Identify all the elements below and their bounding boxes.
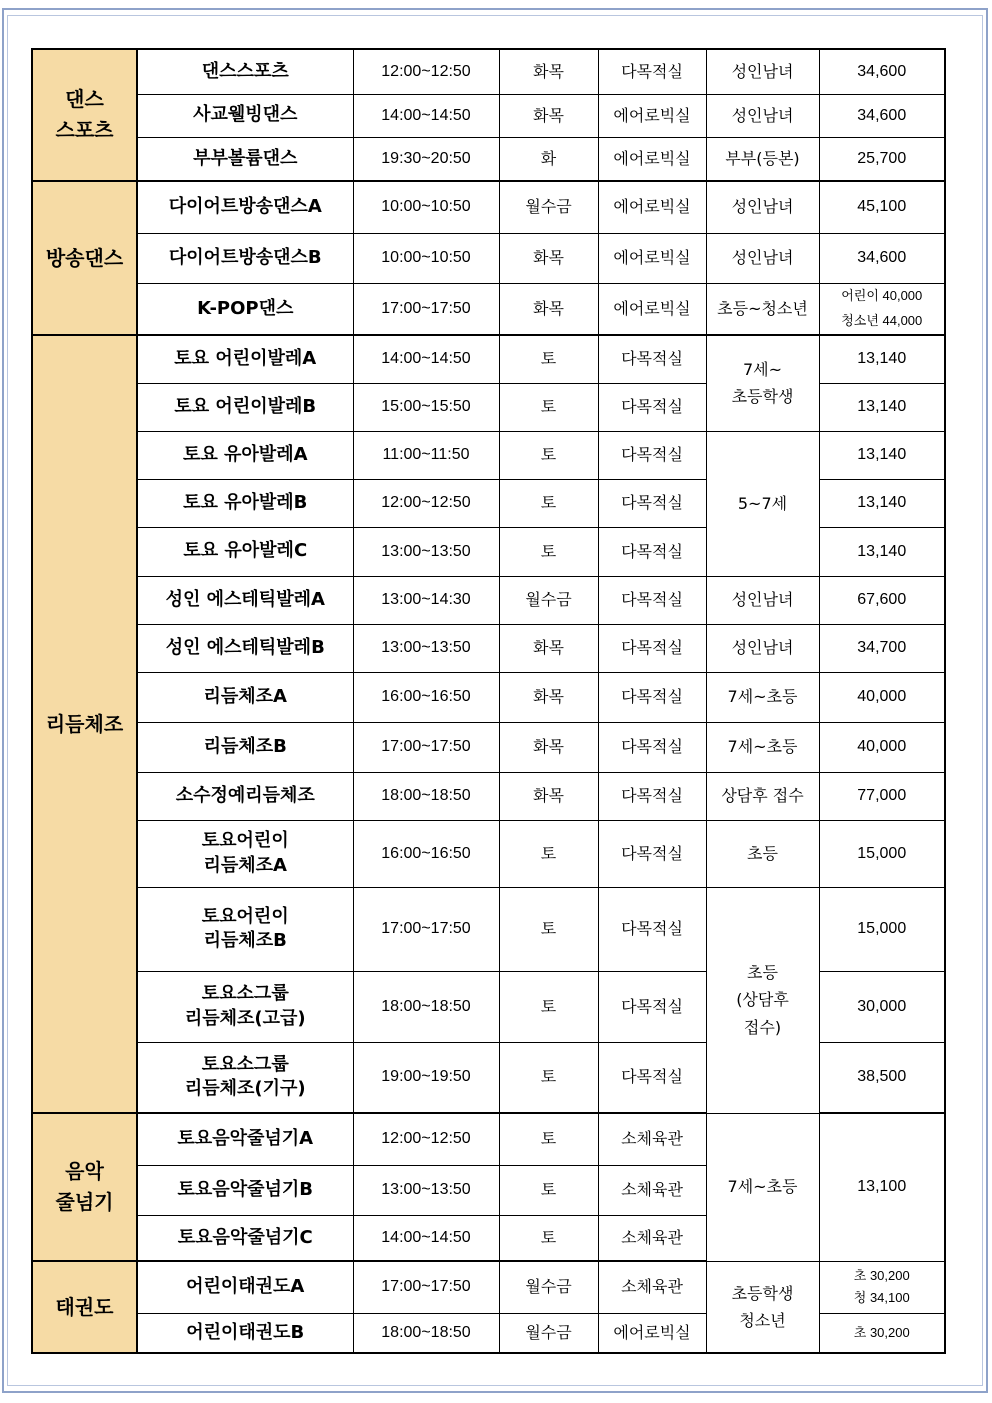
class-fee: 30,000 bbox=[819, 971, 945, 1042]
class-target: 초등 bbox=[706, 820, 819, 887]
class-target: 상담후 접수 bbox=[706, 772, 819, 820]
class-time: 14:00~14:50 bbox=[353, 1215, 499, 1261]
class-days: 토 bbox=[499, 971, 598, 1042]
class-days: 화목 bbox=[499, 283, 598, 335]
class-days: 화목 bbox=[499, 233, 598, 283]
class-days: 화목 bbox=[499, 49, 598, 94]
class-place: 에어로빅실 bbox=[598, 181, 706, 233]
class-days: 화목 bbox=[499, 772, 598, 820]
class-days: 토 bbox=[499, 1113, 598, 1165]
class-time: 13:00~13:50 bbox=[353, 527, 499, 576]
program-name: 토요 어린이발레B bbox=[137, 383, 353, 431]
class-target: 초등학생 청소년 bbox=[706, 1261, 819, 1353]
class-place: 다목적실 bbox=[598, 722, 706, 772]
class-target: 성인남녀 bbox=[706, 233, 819, 283]
category-dance-sports: 댄스 스포츠 bbox=[32, 49, 137, 181]
class-target: 7세~ 초등학생 bbox=[706, 335, 819, 431]
class-place: 다목적실 bbox=[598, 383, 706, 431]
class-days: 토 bbox=[499, 887, 598, 971]
class-days: 월수금 bbox=[499, 1313, 598, 1353]
class-time: 10:00~10:50 bbox=[353, 181, 499, 233]
class-fee: 77,000 bbox=[819, 772, 945, 820]
class-days: 토 bbox=[499, 820, 598, 887]
class-time: 18:00~18:50 bbox=[353, 1313, 499, 1353]
class-target: 성인남녀 bbox=[706, 49, 819, 94]
class-place: 다목적실 bbox=[598, 820, 706, 887]
class-fee bbox=[819, 1261, 945, 1313]
class-days: 월수금 bbox=[499, 1261, 598, 1313]
program-name: 어린이태권도B bbox=[137, 1313, 353, 1353]
class-days: 월수금 bbox=[499, 181, 598, 233]
class-fee: 34,600 bbox=[819, 94, 945, 137]
program-name: 토요소그룹 리듬체조(고급) bbox=[137, 971, 353, 1042]
class-fee: 13,140 bbox=[819, 335, 945, 383]
class-time: 19:00~19:50 bbox=[353, 1042, 499, 1113]
program-name: 성인 에스테틱발레A bbox=[137, 576, 353, 624]
class-target: 성인남녀 bbox=[706, 94, 819, 137]
class-fee: 67,600 bbox=[819, 576, 945, 624]
class-place: 에어로빅실 bbox=[598, 283, 706, 335]
class-fee: 13,140 bbox=[819, 383, 945, 431]
category-taekwondo: 태권도 bbox=[32, 1261, 137, 1353]
class-time: 17:00~17:50 bbox=[353, 887, 499, 971]
class-time: 14:00~14:50 bbox=[353, 335, 499, 383]
class-time: 13:00~13:50 bbox=[353, 1165, 499, 1215]
fee-elementary: 초 30,200 bbox=[853, 1267, 910, 1283]
class-fee: 13,140 bbox=[819, 431, 945, 479]
class-target: 5~7세 bbox=[706, 431, 819, 576]
program-name: 어린이태권도A bbox=[137, 1261, 353, 1313]
category-broadcast-dance: 방송댄스 bbox=[32, 181, 137, 335]
program-name: 부부볼륨댄스 bbox=[137, 137, 353, 181]
class-time: 10:00~10:50 bbox=[353, 233, 499, 283]
program-schedule-table bbox=[31, 48, 946, 1354]
category-rhythmic-gymnastics: 리듬체조 bbox=[32, 335, 137, 1113]
program-name: 토요 유아발레A bbox=[137, 431, 353, 479]
class-target: 성인남녀 bbox=[706, 624, 819, 672]
program-name: 토요 유아발레B bbox=[137, 479, 353, 527]
class-place: 소체육관 bbox=[598, 1215, 706, 1261]
class-place: 다목적실 bbox=[598, 672, 706, 722]
fee-child: 어린이 40,000 bbox=[841, 288, 923, 304]
class-time: 17:00~17:50 bbox=[353, 283, 499, 335]
class-fee: 45,100 bbox=[819, 181, 945, 233]
class-fee: 38,500 bbox=[819, 1042, 945, 1113]
class-place: 다목적실 bbox=[598, 624, 706, 672]
program-name: 리듬체조A bbox=[137, 672, 353, 722]
category-music-jump-rope: 음악 줄넘기 bbox=[32, 1113, 137, 1261]
program-name: 토요어린이 리듬체조B bbox=[137, 887, 353, 971]
class-days: 토 bbox=[499, 1215, 598, 1261]
class-time: 14:00~14:50 bbox=[353, 94, 499, 137]
class-time: 16:00~16:50 bbox=[353, 672, 499, 722]
class-days: 화목 bbox=[499, 94, 598, 137]
class-days: 화목 bbox=[499, 672, 598, 722]
class-place: 다목적실 bbox=[598, 576, 706, 624]
class-place: 다목적실 bbox=[598, 335, 706, 383]
class-time: 11:00~11:50 bbox=[353, 431, 499, 479]
class-days: 토 bbox=[499, 527, 598, 576]
program-name: 토요 어린이발레A bbox=[137, 335, 353, 383]
class-time: 17:00~17:50 bbox=[353, 1261, 499, 1313]
class-fee: 34,700 bbox=[819, 624, 945, 672]
class-days: 토 bbox=[499, 335, 598, 383]
class-fee: 34,600 bbox=[819, 49, 945, 94]
class-time: 18:00~18:50 bbox=[353, 772, 499, 820]
class-days: 토 bbox=[499, 383, 598, 431]
program-name: 토요음악줄넘기C bbox=[137, 1215, 353, 1261]
program-name: 성인 에스테틱발레B bbox=[137, 624, 353, 672]
class-place: 다목적실 bbox=[598, 1042, 706, 1113]
class-place: 다목적실 bbox=[598, 527, 706, 576]
class-place: 에어로빅실 bbox=[598, 94, 706, 137]
program-name: 소수정예리듬체조 bbox=[137, 772, 353, 820]
class-place: 다목적실 bbox=[598, 431, 706, 479]
class-time: 16:00~16:50 bbox=[353, 820, 499, 887]
class-days: 토 bbox=[499, 1165, 598, 1215]
class-time: 12:00~12:50 bbox=[353, 479, 499, 527]
program-name: K-POP댄스 bbox=[137, 283, 353, 335]
class-place: 다목적실 bbox=[598, 49, 706, 94]
class-time: 13:00~13:50 bbox=[353, 624, 499, 672]
class-days: 화 bbox=[499, 137, 598, 181]
program-name: 댄스스포츠 bbox=[137, 49, 353, 94]
class-fee: 15,000 bbox=[819, 820, 945, 887]
class-place: 다목적실 bbox=[598, 971, 706, 1042]
class-time: 12:00~12:50 bbox=[353, 49, 499, 94]
program-name: 다이어트방송댄스A bbox=[137, 181, 353, 233]
class-days: 토 bbox=[499, 479, 598, 527]
class-place: 다목적실 bbox=[598, 887, 706, 971]
program-name: 토요 유아발레C bbox=[137, 527, 353, 576]
class-days: 토 bbox=[499, 1042, 598, 1113]
class-days: 화목 bbox=[499, 722, 598, 772]
class-target: 초등~청소년 bbox=[706, 283, 819, 335]
class-fee: 25,700 bbox=[819, 137, 945, 181]
class-place: 다목적실 bbox=[598, 479, 706, 527]
program-name: 다이어트방송댄스B bbox=[137, 233, 353, 283]
class-time: 15:00~15:50 bbox=[353, 383, 499, 431]
class-place: 다목적실 bbox=[598, 772, 706, 820]
class-fee: 40,000 bbox=[819, 672, 945, 722]
class-fee: 15,000 bbox=[819, 887, 945, 971]
class-target: 부부(등본) bbox=[706, 137, 819, 181]
class-target: 7세~초등 bbox=[706, 672, 819, 722]
class-target: 초등 (상담후 접수) bbox=[706, 887, 819, 1113]
class-fee bbox=[819, 283, 945, 335]
class-fee: 34,600 bbox=[819, 233, 945, 283]
class-time: 13:00~14:30 bbox=[353, 576, 499, 624]
class-time: 17:00~17:50 bbox=[353, 722, 499, 772]
class-place: 에어로빅실 bbox=[598, 1313, 706, 1353]
class-fee: 초 30,200 bbox=[819, 1313, 945, 1353]
class-place: 소체육관 bbox=[598, 1165, 706, 1215]
class-fee: 13,140 bbox=[819, 527, 945, 576]
fee-teen: 청 34,100 bbox=[853, 1290, 910, 1305]
program-name: 리듬체조B bbox=[137, 722, 353, 772]
class-days: 토 bbox=[499, 431, 598, 479]
class-fee: 40,000 bbox=[819, 722, 945, 772]
class-place: 에어로빅실 bbox=[598, 233, 706, 283]
class-place: 에어로빅실 bbox=[598, 137, 706, 181]
program-name: 토요소그룹 리듬체조(기구) bbox=[137, 1042, 353, 1113]
program-name: 토요음악줄넘기B bbox=[137, 1165, 353, 1215]
fee-teen: 청소년 44,000 bbox=[841, 312, 923, 328]
class-time: 19:30~20:50 bbox=[353, 137, 499, 181]
class-time: 18:00~18:50 bbox=[353, 971, 499, 1042]
class-place: 소체육관 bbox=[598, 1261, 706, 1313]
class-target: 성인남녀 bbox=[706, 576, 819, 624]
class-days: 월수금 bbox=[499, 576, 598, 624]
class-days: 화목 bbox=[499, 624, 598, 672]
class-fee: 13,100 bbox=[819, 1113, 945, 1261]
class-time: 12:00~12:50 bbox=[353, 1113, 499, 1165]
class-place: 소체육관 bbox=[598, 1113, 706, 1165]
program-name: 사교웰빙댄스 bbox=[137, 94, 353, 137]
class-fee: 13,140 bbox=[819, 479, 945, 527]
class-target: 7세~초등 bbox=[706, 1113, 819, 1261]
program-name: 토요어린이 리듬체조A bbox=[137, 820, 353, 887]
class-target: 성인남녀 bbox=[706, 181, 819, 233]
class-target: 7세~초등 bbox=[706, 722, 819, 772]
program-name: 토요음악줄넘기A bbox=[137, 1113, 353, 1165]
